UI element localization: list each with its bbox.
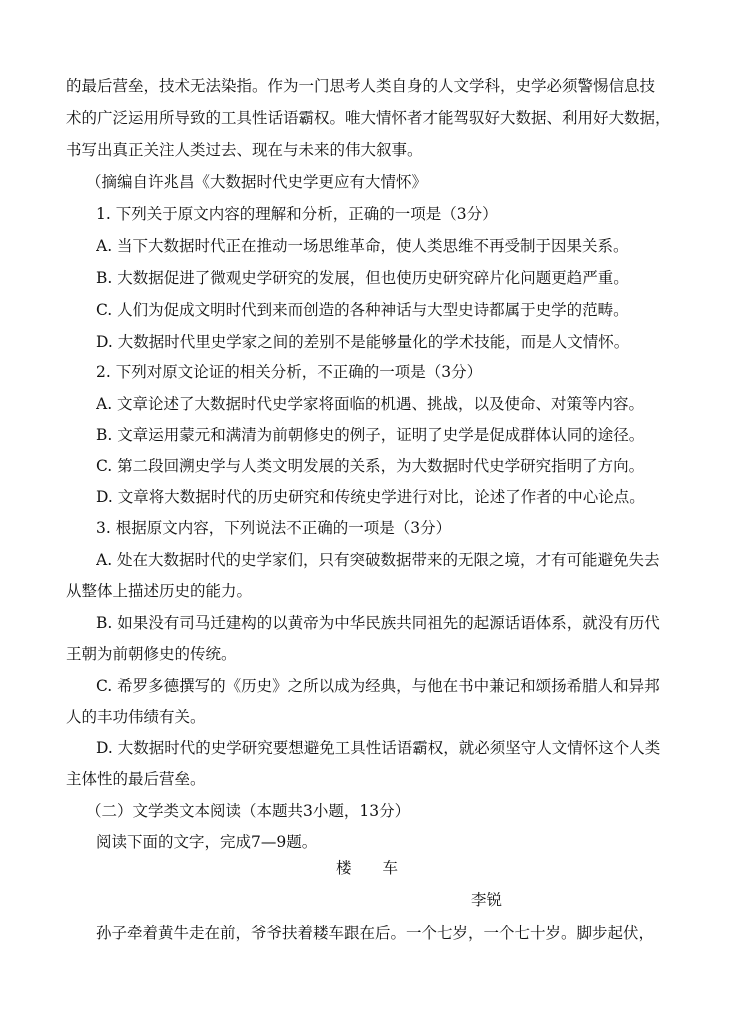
text-line: 术的广泛运用所导致的工具性话语霸权。唯大情怀者才能驾驭好大数据、利用好大数据， <box>66 109 671 127</box>
text-line: 的最后营垒，技术无法染指。作为一门思考人类自身的人文学科，史学必须警惕信息技 <box>66 77 656 95</box>
option-1a: A. 当下大数据时代正在推动一场思维革命，使人类思维不再受制于因果关系。 <box>96 237 629 255</box>
source-citation: （摘编自许兆昌《大数据时代史学更应有大情怀》 <box>86 173 428 191</box>
option-3b-continued: 王朝为前朝修史的传统。 <box>66 645 237 663</box>
question-3: 3. 根据原文内容，下列说法不正确的一项是（3分） <box>96 519 452 537</box>
option-3c-continued: 人的丰功伟绩有关。 <box>66 708 206 726</box>
option-1b: B. 大数据促进了微观史学研究的发展，但也使历史研究碎片化问题更趋严重。 <box>96 269 629 287</box>
option-3b: B. 如果没有司马迁建构的以黄帝为中华民族共同祖先的起源话语体系，就没有历代 <box>96 614 660 632</box>
option-3d-continued: 主体性的最后营垒。 <box>66 770 206 788</box>
option-2c: C. 第二段回溯史学与人类文明发展的关系，为大数据时代史学研究指明了方向。 <box>96 457 645 475</box>
story-first-line: 孙子牵着黄牛走在前，爷爷扶着耧车跟在后。一个七岁，一个七十岁。脚步起伏， <box>96 924 655 942</box>
reading-instruction: 阅读下面的文字，完成7—9题。 <box>96 833 318 851</box>
section-heading: （二）文学类文本阅读（本题共3小题，13分） <box>86 802 411 820</box>
story-title: 楼 车 <box>336 859 399 877</box>
option-3d: D. 大数据时代的史学研究要想避免工具性话语霸权，就必须坚守人文情怀这个人类 <box>96 739 661 757</box>
story-author: 李锐 <box>471 891 503 909</box>
option-3a: A. 处在大数据时代的史学家们，只有突破数据带来的无限之境，才有可能避免失去 <box>96 551 660 569</box>
option-2a: A. 文章论述了大数据时代史学家将面临的机遇、挑战，以及使命、对策等内容。 <box>96 395 645 413</box>
text-line: 书写出真正关注人类过去、现在与未来的伟大叙事。 <box>66 141 423 159</box>
option-2d: D. 文章将大数据时代的历史研究和传统史学进行对比，论述了作者的中心论点。 <box>96 488 645 506</box>
option-3c: C. 希罗多德撰写的《历史》之所以成为经典，与他在书中兼记和颂扬希腊人和异邦 <box>96 677 660 695</box>
question-2: 2. 下列对原文论证的相关分析，不正确的一项是（3分） <box>96 363 483 381</box>
option-1d: D. 大数据时代里史学家之间的差别不是能够量化的学术技能，而是人文情怀。 <box>96 333 630 351</box>
option-2b: B. 文章运用蒙元和满清为前朝修史的例子，证明了史学是促成群体认同的途径。 <box>96 426 645 444</box>
question-1: 1. 下列关于原文内容的理解和分析，正确的一项是（3分） <box>96 205 498 223</box>
option-3a-continued: 从整体上描述历史的能力。 <box>66 582 253 600</box>
option-1c: C. 人们为促成文明时代到来而创造的各种神话与大型史诗都属于史学的范畴。 <box>96 301 629 319</box>
